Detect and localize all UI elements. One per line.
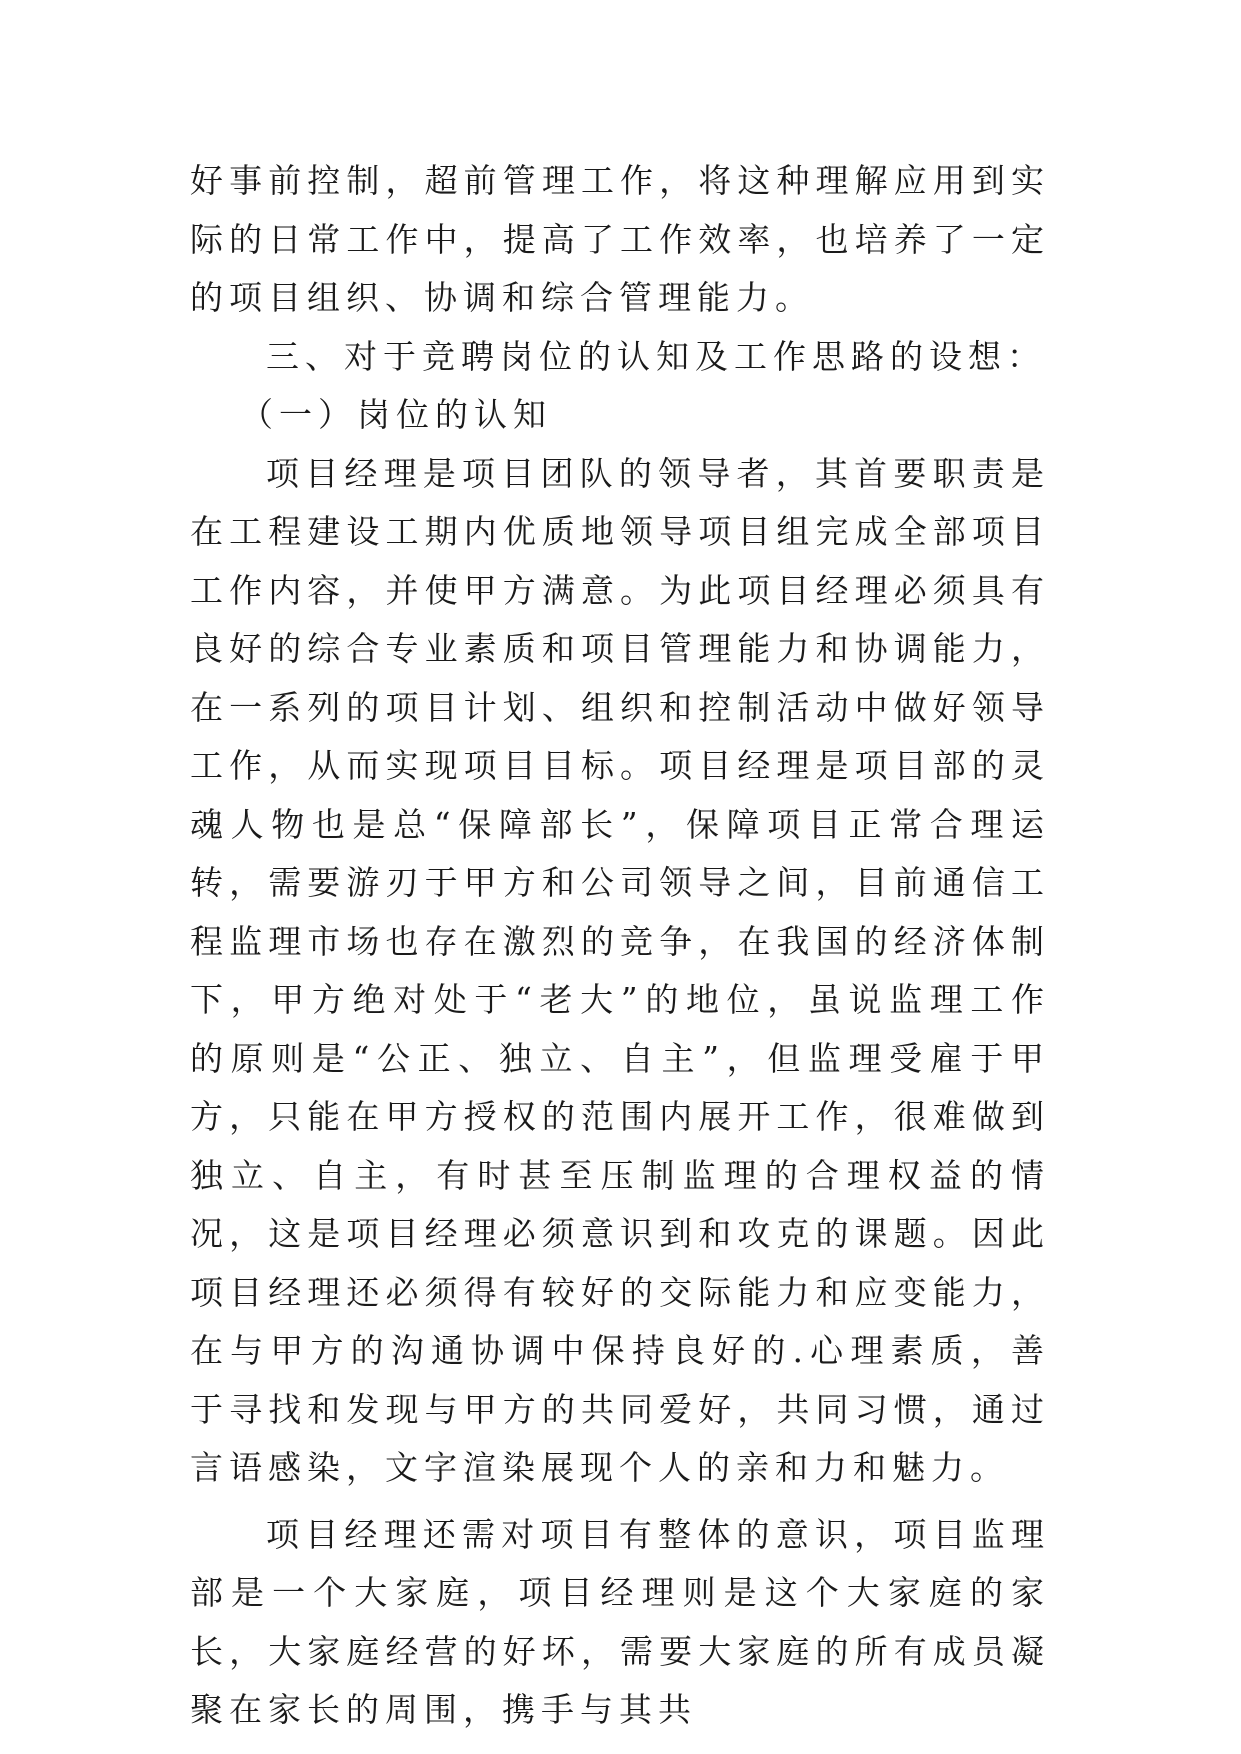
paragraph-role-description: 项目经理是项目团队的领导者，其首要职责是在工程建设工期内优质地领导项目组完成全部项目工作内容，并使甲方满意。为此项目经理必须具有良好的综合专业素质和项目管理能力和协调能力，在一系列的项目计划、组织和控制活动中做好领导工作，从而实现项目目标。项目经理是项目部的灵魂人物也是总“保障部长”，保障项目正常合理运转，需要游刃于甲方和公司领导之间，目前通信工程监理市场也存在激烈的竞争，在我国的经济体制下，甲方绝对处于“老大”的地位，虽说监理工作的原则是“公正、独立、自主”，但监理受雇于甲方，只能在甲方授权的范围内展开工作，很难做到独立、自主，有时甚至压制监理的合理权益的情况，这是项目经理必须意识到和攻克的课题。因此项目经理还必须得有较好的交际能力和应变能力，在与甲方的沟通协调中保持良好的.心理素质，善于寻找和发现与甲方的共同爱好，共同习惯，通过言语感染，文字渲染展现个人的亲和力和魅力。 — [190, 453, 1050, 1487]
paragraph-team-awareness: 项目经理还需对项目有整体的意识，项目监理部是一个大家庭，项目经理则是这个大家庭的家长，大家庭经营的好坏，需要大家庭的所有成员凝聚在家长的周围，携手与其共 — [190, 1514, 1050, 1729]
subsection-heading: （一）岗位的认知 — [240, 395, 552, 434]
document-body — [190, 152, 1050, 1740]
paragraph-spacer — [190, 1498, 1050, 1506]
section-heading: 三、对于竞聘岗位的认知及工作思路的设想： — [266, 336, 1046, 376]
paragraph-continuation: 好事前控制，超前管理工作，将这种理解应用到实际的日常工作中，提高了工作效率，也培养了一定的项目组织、协调和综合管理能力。 — [190, 161, 1050, 317]
